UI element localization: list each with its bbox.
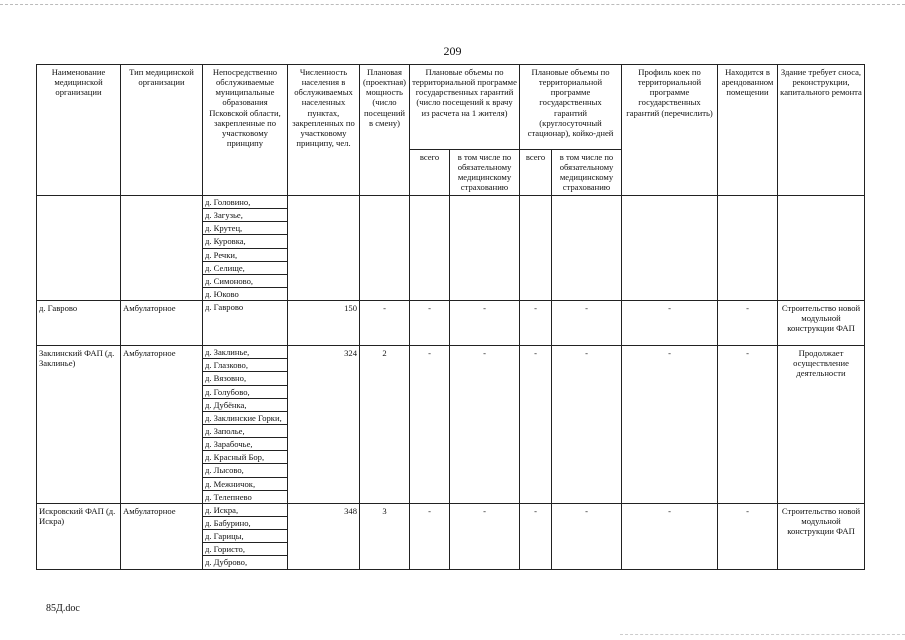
page-number: 209	[443, 44, 462, 58]
header-population: Численность населения в обслуживаемых населенных пунктах, закрепленных по участковому принципу, чел.	[288, 65, 360, 196]
header-served-areas: Непосредственно обслуживаемые муниципальные образования Псковской области, закрепленные по участковому принципу	[203, 65, 288, 196]
header-building: Здание требует сноса, реконструкции, капитального ремонта	[778, 65, 865, 196]
table-row: Искровский ФАП (д. Искра) Амбулаторное д. Искра, д. Бабурино, д. Гарицы, д. Гористо, д. Дуброво, 348 3 - - - - - - Строительство новой модульной конструкции ФАП	[37, 503, 865, 569]
subheader-total-visits: всего	[410, 150, 450, 196]
population-value: 150	[288, 301, 360, 346]
header-bed-profile: Профиль коек по территориальной программе государственных гарантий (перечислить)	[622, 65, 718, 196]
table-row: д. Гаврово Амбулаторное д. Гаврово 150 - - - - - - - Строительство новой модульной конструкции ФАП	[37, 301, 865, 346]
header-tpgg-beds: Плановые объемы по территориальной программе государственных гарантий (круглосуточный стационар), койко-дней	[520, 65, 622, 150]
table-row: Заклинский ФАП (д. Заклинье) Амбулаторное д. Заклинье, д. Глазково, д. Вязовно, д. Голубово, д. Дубёнка, д. Заклинские Горки, д. Заполье, д. Зарабочье, д. Красный Бор, д. Лысово, д. Межничок, д. Телепнево 324 2 - - - - - - Продолжает осуществление деятельности	[37, 346, 865, 504]
header-tpgg-visits: Плановые объемы по территориальной программе государственных гарантий (число посещений к врачу из расчета на 1 жителя)	[410, 65, 520, 150]
org-type: Амбулаторное	[121, 346, 203, 504]
village-list: д. Гаврово	[203, 301, 288, 346]
header-capacity: Плановая (проектная) мощность (число посещений в смену)	[360, 65, 410, 196]
building-status: Строительство новой модульной конструкции ФАП	[778, 301, 865, 346]
capacity-value: 2	[360, 346, 410, 504]
population-value: 324	[288, 346, 360, 504]
subheader-oms-beds: в том числе по обязательному медицинскому страхованию	[552, 150, 622, 196]
file-name-footer: 85Д.doc	[46, 603, 80, 614]
org-name: Искровский ФАП (д. Искра)	[37, 503, 121, 569]
org-name: д. Гаврово	[37, 301, 121, 346]
header-org-type: Тип медицинской организации	[121, 65, 203, 196]
capacity-value: 3	[360, 503, 410, 569]
capacity-value: -	[360, 301, 410, 346]
org-name: Заклинский ФАП (д. Заклинье)	[37, 346, 121, 504]
scan-bottom-line	[620, 634, 905, 635]
building-status: Продолжает осуществление деятельности	[778, 346, 865, 504]
population-value: 348	[288, 503, 360, 569]
scan-top-line	[0, 4, 905, 5]
header-row	[37, 65, 865, 150]
org-type: Амбулаторное	[121, 503, 203, 569]
village-list: д. Заклинье, д. Глазково, д. Вязовно, д. Голубово, д. Дубёнка, д. Заклинские Горки, д. Заполье, д. Зарабочье, д. Красный Бор, д. Лысово, д. Межничок, д. Телепнево	[203, 346, 288, 504]
header-org-name: Наименование медицинской организации	[37, 65, 121, 196]
org-type: Амбулаторное	[121, 301, 203, 346]
facilities-table	[36, 64, 865, 570]
subheader-total-beds: всего	[520, 150, 552, 196]
header-rented: Находится в арендованном помещении	[718, 65, 778, 196]
table-row	[37, 196, 865, 301]
village-list: д. Искра, д. Бабурино, д. Гарицы, д. Гористо, д. Дуброво,	[203, 503, 288, 569]
subheader-oms-visits: в том числе по обязательному медицинскому страхованию	[450, 150, 520, 196]
village-list: д. Головино, д. Загузье, д. Крутец, д. Куровка, д. Речки, д. Селище, д. Симоново, д. Юково	[203, 196, 288, 301]
building-status: Строительство новой модульной конструкции ФАП	[778, 503, 865, 569]
